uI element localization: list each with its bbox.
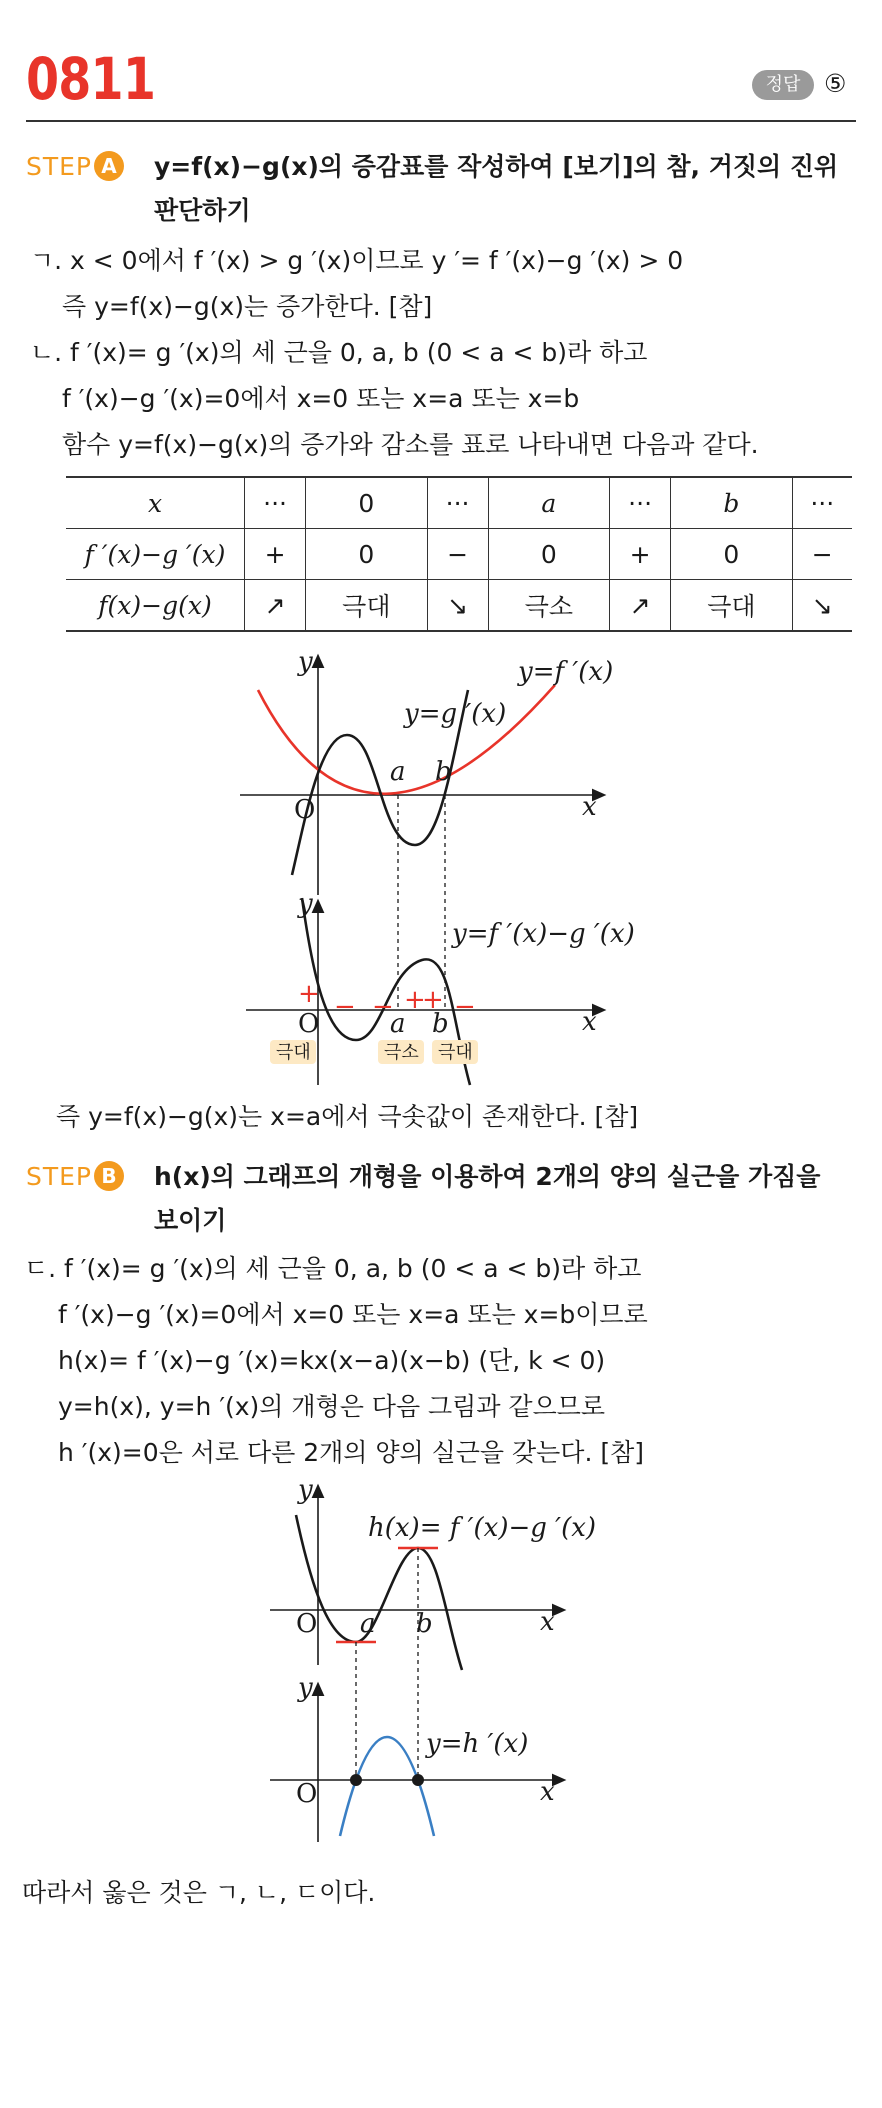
graph1-root-a: a: [390, 757, 406, 787]
step-b-circle: B: [94, 1161, 124, 1191]
item-2-line1: ㄴ. f ′(x)= g ′(x)의 세 근을 0, a, b (0 < a < b)라 하고: [30, 338, 648, 367]
table-cell: ↘: [427, 580, 488, 632]
sign-table: [66, 476, 852, 632]
table-cell: ↗: [245, 580, 306, 632]
graph4-y-label: y: [298, 1673, 313, 1703]
graph2-sign-minus: −: [454, 992, 476, 1022]
graph3-root-a: a: [360, 1609, 376, 1639]
step-a-label: [26, 150, 124, 184]
step-b-label: [26, 1160, 124, 1194]
step-a-circle: A: [94, 151, 124, 181]
graph2-sign-plus: +: [422, 985, 444, 1015]
table-cell: a: [488, 477, 609, 529]
table-cell: 0: [306, 477, 427, 529]
graph1-origin-label: O: [294, 795, 316, 825]
table-cell: 0: [488, 529, 609, 580]
graph3-origin-label: O: [296, 1609, 318, 1639]
table-cell: x: [66, 477, 245, 529]
item-3-line4: y=h(x), y=h ′(x)의 개형은 다음 그림과 같으므로: [58, 1392, 606, 1421]
derivative-graphs: [0, 640, 882, 1100]
h-graphs: [0, 1480, 882, 1850]
graph3-root-b: b: [416, 1609, 433, 1639]
item-1-line1: ㄱ. x < 0에서 f ′(x) > g ′(x)이므로 y ′= f ′(x)−g ′(x) > 0: [30, 246, 684, 275]
table-cell: +: [610, 529, 671, 580]
graph3-y-label: y: [298, 1480, 313, 1505]
graph2-sign-minus: −: [372, 992, 394, 1022]
graph3-label: h(x)= f ′(x)−g ′(x): [368, 1513, 597, 1543]
answer-badge: 정답: [752, 70, 814, 100]
graph1-f-label: y=f ′(x): [518, 657, 614, 687]
graph4-origin-label: O: [296, 1779, 318, 1809]
table-cell: ···: [427, 477, 488, 529]
graph4-root-point: [412, 1774, 424, 1786]
item-2-conclusion: 즉 y=f(x)−g(x)는 x=a에서 극솟값이 존재한다. [참]: [56, 1102, 639, 1131]
step-b-word: STEP: [26, 1162, 93, 1191]
graph1-root-b: b: [435, 757, 452, 787]
answer-value: ⑤: [824, 69, 847, 98]
table-row-x: [66, 477, 852, 529]
step-a-title-line2: 판단하기: [154, 196, 251, 225]
step-b-title-line1: h(x)의 그래프의 개형을 이용하여 2개의 양의 실근을 가짐을: [154, 1162, 821, 1191]
graph2-root-b: b: [432, 1009, 449, 1039]
table-cell: ↘: [792, 580, 852, 632]
table-row-derivative: [66, 529, 852, 580]
table-cell: f(x)−g(x): [66, 580, 245, 632]
graph4-label: y=h ′(x): [426, 1729, 529, 1759]
item-1-line2: 즉 y=f(x)−g(x)는 증가한다. [참]: [62, 292, 433, 321]
table-row-function: [66, 580, 852, 632]
graph4-root-point: [350, 1774, 362, 1786]
graph4-h-prime-curve: [340, 1737, 434, 1836]
graph2-x-label: x: [582, 1007, 597, 1037]
table-cell: −: [427, 529, 488, 580]
graph2-sign-plus: +: [404, 985, 426, 1015]
step-a-title-line1: y=f(x)−g(x)의 증감표를 작성하여 [보기]의 참, 거짓의 진위: [154, 152, 839, 181]
table-cell: +: [245, 529, 306, 580]
graph2-sign-plus: +: [298, 979, 320, 1009]
table-cell: ···: [610, 477, 671, 529]
table-cell: 극대: [306, 580, 427, 632]
header-divider: [26, 120, 856, 122]
problem-number: 0811: [26, 45, 156, 113]
table-cell: 0: [306, 529, 427, 580]
graph1-x-label: x: [582, 792, 597, 822]
graph3-x-label: x: [540, 1607, 555, 1637]
tag-max: 극대: [438, 1042, 473, 1063]
graph2-origin-label: O: [298, 1009, 320, 1039]
graph1-y-label: y: [298, 647, 313, 677]
tag-max: 극대: [276, 1042, 311, 1063]
graph1-g-label: y=g ′(x): [404, 699, 507, 729]
item-2-line2: f ′(x)−g ′(x)=0에서 x=0 또는 x=a 또는 x=b: [62, 384, 580, 413]
graph4-x-label: x: [540, 1777, 555, 1807]
table-cell: ···: [792, 477, 852, 529]
table-cell: b: [671, 477, 792, 529]
final-answer: 따라서 옳은 것은 ㄱ, ㄴ, ㄷ이다.: [22, 1878, 376, 1907]
table-cell: ↗: [610, 580, 671, 632]
graph2-curve-label: y=f ′(x)−g ′(x): [452, 919, 635, 949]
table-cell: ···: [245, 477, 306, 529]
item-3-line3: h(x)= f ′(x)−g ′(x)=kx(x−a)(x−b) (단, k < 0): [58, 1346, 606, 1375]
item-2-line3: 함수 y=f(x)−g(x)의 증가와 감소를 표로 나타내면 다음과 같다.: [62, 430, 759, 459]
step-b-title-line2: 보이기: [154, 1206, 227, 1235]
table-cell: 극소: [488, 580, 609, 632]
table-cell: f ′(x)−g ′(x): [66, 529, 245, 580]
table-cell: −: [792, 529, 852, 580]
item-3-line2: f ′(x)−g ′(x)=0에서 x=0 또는 x=a 또는 x=b이므로: [58, 1300, 648, 1329]
step-a-word: STEP: [26, 152, 93, 181]
graph2-y-label: y: [298, 889, 313, 919]
graph2-sign-minus: −: [334, 992, 356, 1022]
tag-min: 극소: [384, 1042, 419, 1063]
item-3-line1: ㄷ. f ′(x)= g ′(x)의 세 근을 0, a, b (0 < a < b)라 하고: [24, 1254, 642, 1283]
table-cell: 0: [671, 529, 792, 580]
table-cell: 극대: [671, 580, 792, 632]
graph2-root-a: a: [390, 1009, 406, 1039]
item-3-line5: h ′(x)=0은 서로 다른 2개의 양의 실근을 갖는다. [참]: [58, 1438, 645, 1467]
